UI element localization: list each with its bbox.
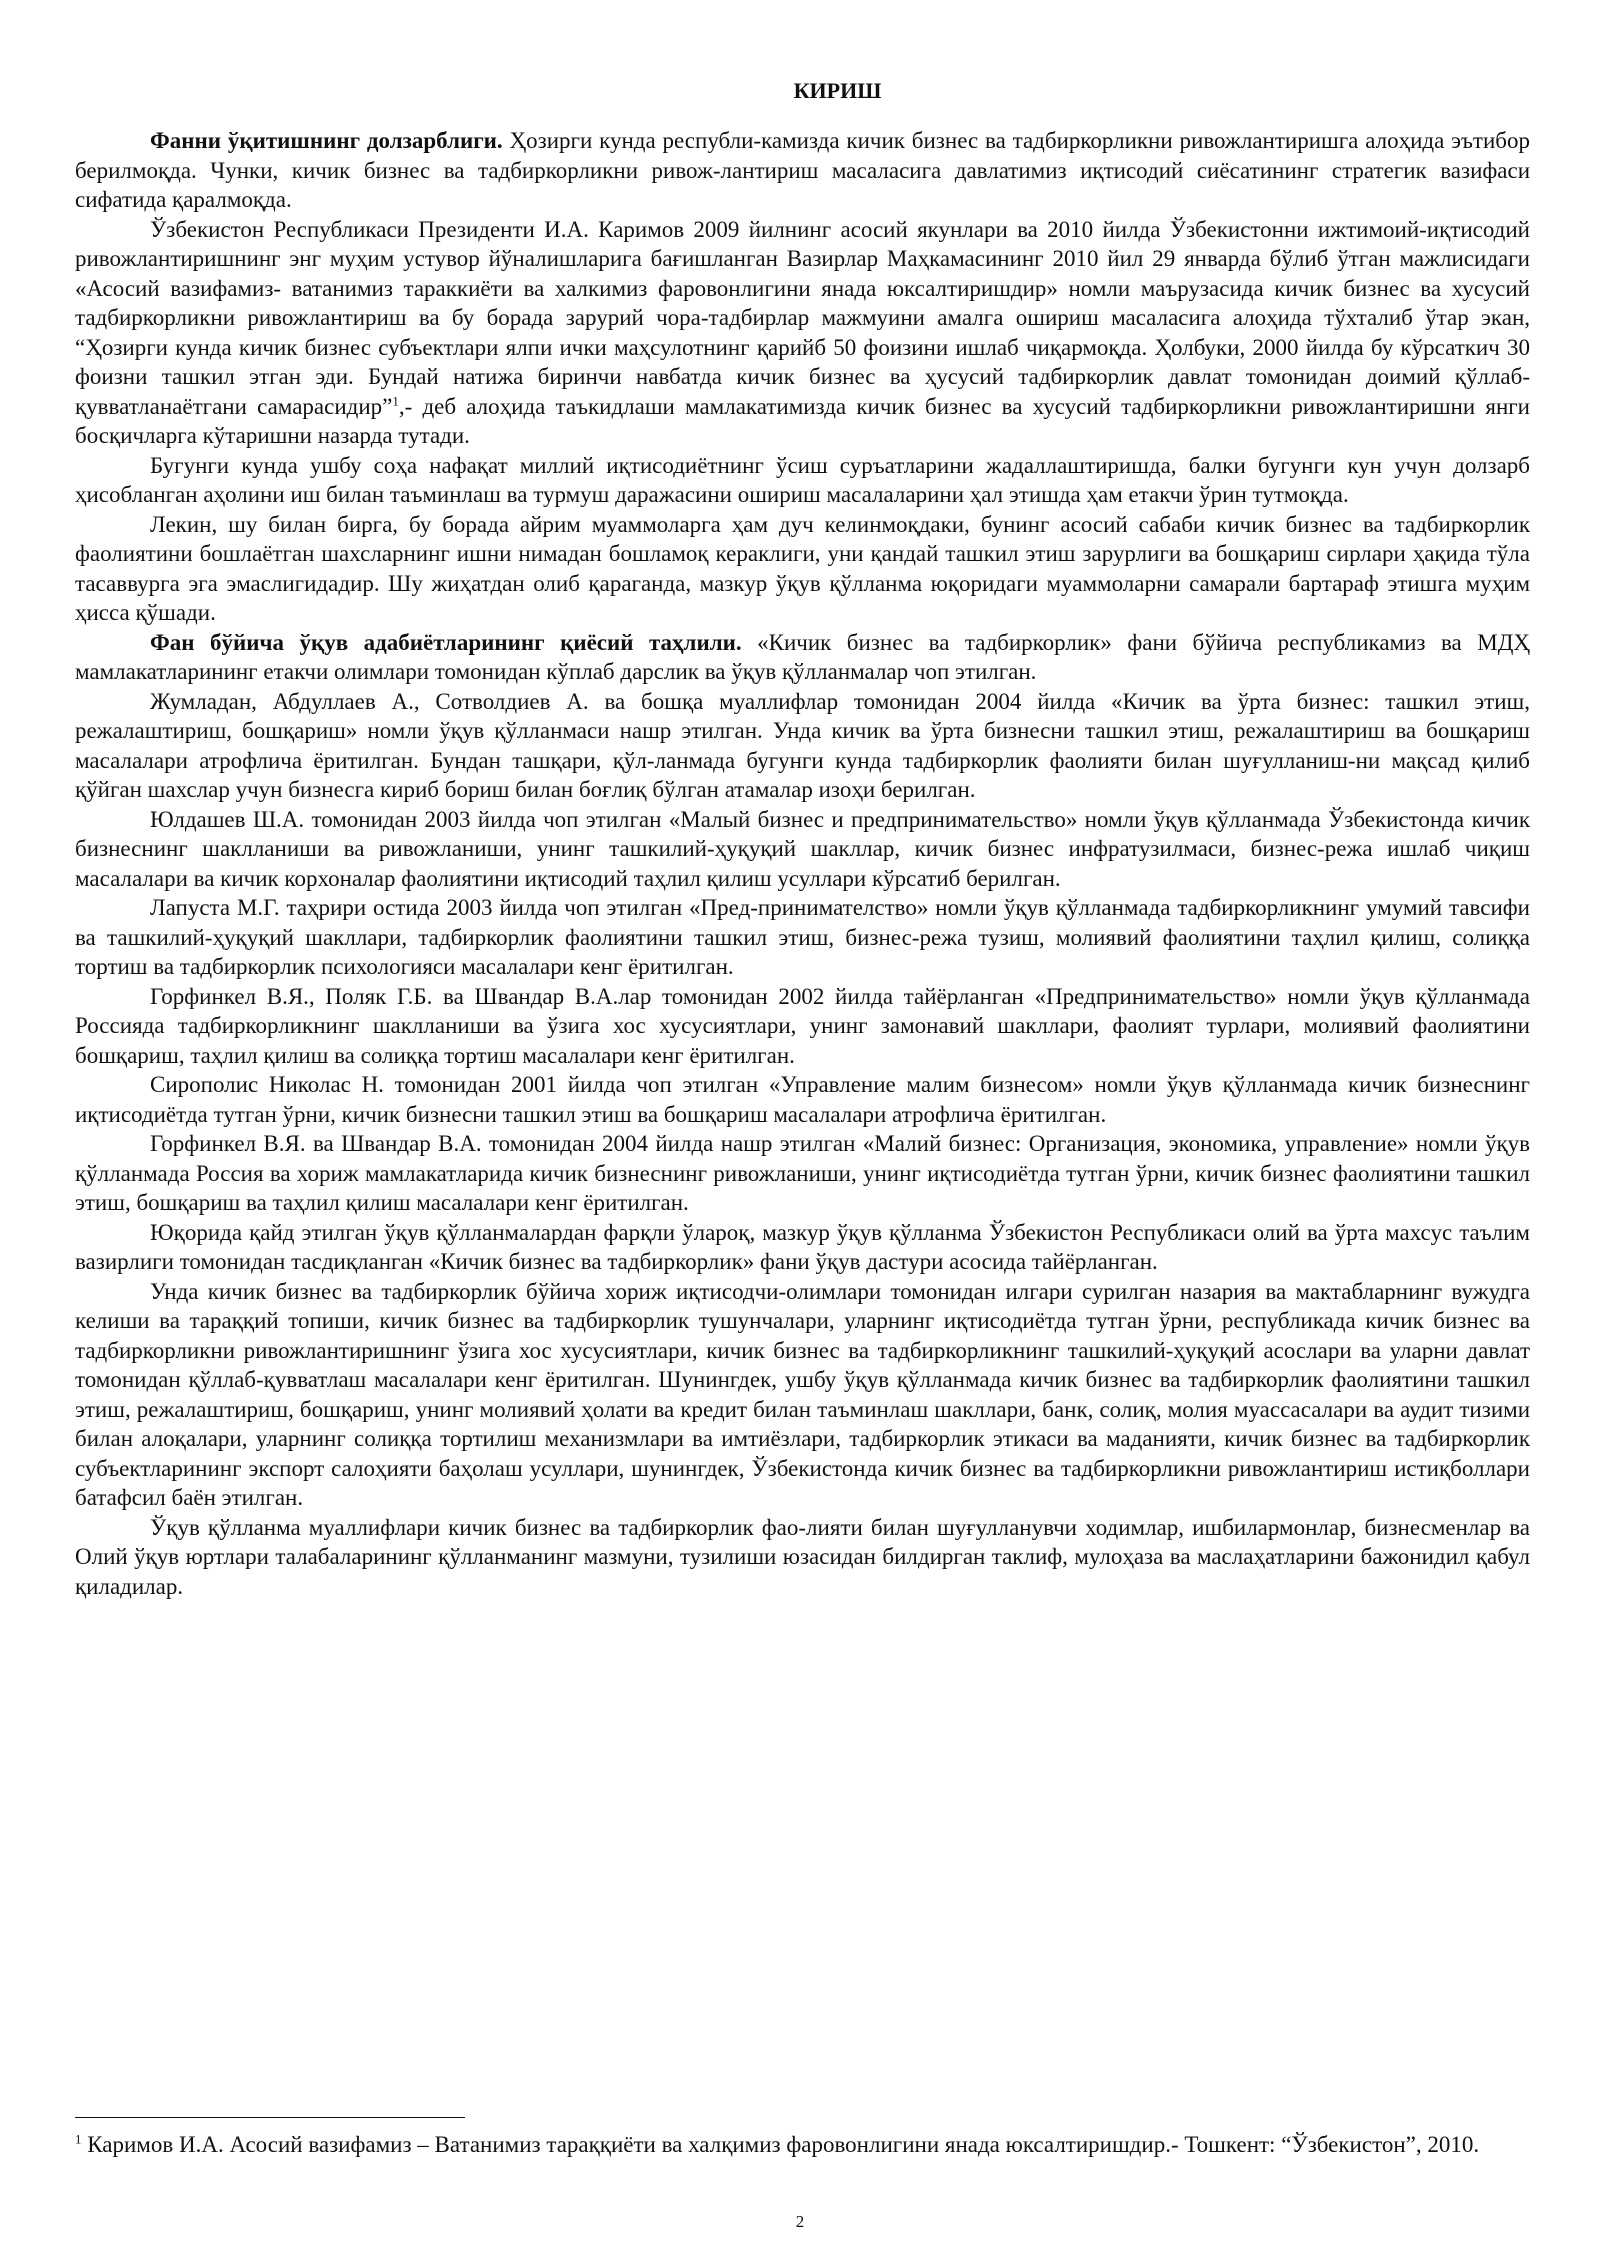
paragraph-heading: Фан бўйича ўқув адабиётларининг қиёсий таҳлили.: [150, 629, 742, 655]
footnote: [75, 2130, 1530, 2160]
paragraph-text: Сирополис Николас Н. томонидан 2001 йилда чоп этилган «Управление малим бизнесом» номли ўқув қўлланмада кичик бизнеснинг иқтисодиётда тутган ўрни, кичик бизнесни ташкил этиш ва бошқариш масалалари атрофлича ёритилган.: [75, 1072, 1530, 1127]
paragraph: [75, 1218, 1530, 1277]
page-number: 2: [795, 2212, 805, 2231]
paragraph: [75, 805, 1530, 894]
paragraph: [75, 1277, 1530, 1513]
paragraph-text: Юлдашев Ш.А. томонидан 2003 йилда чоп этилган «Малый бизнес и предпринимательство» номли ўқув қўлланмада Ўзбекистонда кичик бизнеснинг шаклланиши ва ривожланиши, унинг ташкилий-ҳуқуқий шакллар, кичик бизнес инфратузилмаси, бизнес-режа ишлаб чиқиш масалалари ва кичик корхоналар фаолиятини иқтисодий таҳлил қилиш усуллари кўрсатиб берилган.: [75, 806, 1530, 891]
paragraph: [75, 982, 1530, 1071]
footnote-marker: 1: [75, 2131, 82, 2147]
footnote-separator: [75, 2117, 465, 2118]
paragraph: [75, 451, 1530, 510]
paragraph-text: Ўзбекистон Республикаси Президенти И.А. Каримов 2009 йилнинг асосий якунлари ва 2010 йилда Ўзбекистонни ижтимоий-иқтисодий ривожлантиришнинг энг муҳим устувор йўналишларига бағишланган Вазирлар Маҳкамасининг 2010 йил 29 январда бўлиб ўтган мажлисидаги «Асосий вазифамиз- ватанимиз тараккиёти ва халкимиз фаровонлигини янада юксалтиришдир» номли маърузасида кичик бизнес ва хусусий тадбиркорликни ривожлантириш ва бу борада зарурий чора-тадбирлар мажмуини амалга ошириш масаласига алоҳида тўхталиб ўтар экан, “Ҳозирги кунда кичик бизнес субъектлари ялпи ички маҳсулотнинг қарийб 50 фоизини ишлаб чиқармоқда. Ҳолбуки, 2000 йилда бу кўрсаткич 30 фоизни ташкил этган эди. Бундай натижа биринчи навбатда кичик бизнес ва ҳусусий тадбиркорлик давлат томонидан доимий қўллаб-қувватланаётгани самарасидир”: [75, 216, 1530, 419]
paragraph-text: ,- деб алоҳида таъкидлаши мамлакатимизда кичик бизнес ва хусусий тадбиркорликни ривожлантиришни янги босқичларга кўтаришни назарда тутади.: [75, 393, 1530, 448]
paragraph-text: Жумладан, Абдуллаев А., Сотволдиев А. ва бошқа муаллифлар томонидан 2004 йилда «Кичик ва ўрта бизнес: ташкил этиш, режалаштириш, бошқариш» номли ўқув қўлланмаси нашр этилган. Унда кичик ва ўрта бизнесни ташкил этиш, режалаштириш ва бошқариш масалалари атрофлича ёритилган. Бундан ташқари, қўл-ланмада бугунги кунда тадбиркорлик фаолияти билан шуғулланиш-ни мақсад қилиб қўйган шахслар учун бизнесга кириб бориш билан боғлиқ бўлган атамалар изоҳи берилган.: [75, 688, 1530, 802]
paragraph-text: Лапуста М.Г. таҳрири остида 2003 йилда чоп этилган «Пред-принимателство» номли ўқув қўлланмада тадбиркорликнинг умумий тавсифи ва ташкилий-ҳуқуқий шакллари, тадбиркорлик фаолиятини ташкил этиш, бизнес-режа тузиш, молиявий фаолиятини таҳлил қилиш, солиққа тортиш ва тадбиркорлик психологияси масалалари кенг ёритилган.: [75, 895, 1530, 979]
paragraph-heading: Фанни ўқитишнинг долзарблиги.: [150, 128, 503, 153]
paragraph: [75, 628, 1530, 687]
paragraph: [75, 215, 1530, 451]
paragraph-text: Горфинкел В.Я., Поляк Г.Б. ва Швандар В.А.лар томонидан 2002 йилда тайёрланган «Предпринимательство» номли ўқув қўлланмада Россияда тадбиркорликнинг шаклланиши ва ўзига хос хусусиятлари, унинг замонавий шакллари, фаолият турлари, молиявий фаолиятини бошқариш, таҳлил қилиш ва солиққа тортиш масалалари кенг ёритилган.: [75, 983, 1530, 1068]
footnote-reference[interactable]: 1: [392, 392, 399, 408]
paragraph: [75, 510, 1530, 628]
paragraph-text: Ўқув қўлланма муаллифлари кичик бизнес ва тадбиркорлик фао-лияти билан шуғулланувчи ходимлар, ишбилармонлар, бизнесменлар ва Олий ўқув юртлари талабаларининг қўлланманинг мазмуни, тузилиши юзасидан билдирган таклиф, мулоҳаза ва маслаҳатларини бажонидил қабул қиладилар.: [75, 1514, 1530, 1599]
page-title: КИРИШ: [793, 78, 882, 103]
paragraph-text: Лекин, шу билан бирга, бу борада айрим муаммоларга ҳам дуч келинмоқдаки, бунинг асосий сабаби кичик бизнес ва тадбиркорлик фаолиятини бошлаётган шахсларнинг ишни нимадан бошламоқ кераклиги, уни қандай ташкил этиш зарурлиги ва бошқариш сирлари ҳақида тўла тасаввурга эга эмаслигидадир. Шу жиҳатдан олиб қараганда, мазкур ўқув қўлланма юқоридаги муаммоларни самарали бартараф этишга муҳим ҳисса қўшади.: [75, 511, 1530, 625]
paragraph-text: Ҳозирги кунда республи-камизда кичик бизнес ва тадбиркорликни ривожлантиришга алоҳида эътибор берилмоқда. Чунки, кичик бизнес ва тадбиркорликни ривож-лантириш масаласига давлатимиз иқтисодий сиёсатининг стратегик вазифаси сифатида қаралмоқда.: [75, 128, 1530, 212]
paragraph-text: «Кичик бизнес ва тадбиркорлик» фани бўйича республикамиз ва МДҲ мамлакатларининг етакчи олимлари томонидан кўплаб дарслик ва ўқув қўлланмалар чоп этилган.: [75, 629, 1531, 684]
paragraph: [75, 893, 1530, 982]
paragraph: [75, 687, 1530, 805]
paragraph-text: Горфинкел В.Я. ва Швандар В.А. томонидан 2004 йилда нашр этилган «Малий бизнес: Организация, экономика, управление» номли ўқув қўлланмада Россия ва хориж мамлакатларида кичик бизнеснинг ривожланиши, унинг иқтисодиётда тутган ўрни, кичик бизнес фаолиятини ташкил этиш, бошқариш ва таҳлил қилиш масалалари кенг ёритилган.: [75, 1131, 1530, 1215]
paragraph-text: Унда кичик бизнес ва тадбиркорлик бўйича хориж иқтисодчи-олимлари томонидан илгари сурилган назария ва мактабларнинг вужудга келиши ва тараққий топиши, кичик бизнес ва тадбиркорлик тушунчалари, уларнинг иқтисодиётда тутган ўрни, республикада кичик бизнес ва тадбиркорликни ривожлантиришнинг ўзига хос хусусиятлари, кичик бизнес ва тадбиркорликнинг ташкилий-ҳуқуқий асослари ва уларни давлат томонидан қўллаб-қувватлаш масалалари кенг ёритилган. Шунингдек, ушбу ўқув қўлланмада кичик бизнес ва тадбиркорлик фаолиятини ташкил этиш, режалаштириш, бошқариш, унинг молиявий ҳолати ва кредит билан таъминлаш шакллари, банк, солиқ, молия муассасалари ва аудит тизими билан алоқалари, уларнинг солиққа тортилиш механизмлари ва имтиёзлари, тадбиркорлик этикаси ва маданияти, кичик бизнес ва тадбиркорлик субъектларининг экспорт салоҳияти баҳолаш усуллари, шунингдек, Ўзбекистонда кичик бизнес ва тадбиркорликни ривожлантириш истиқболлари батафсил баён этилган.: [75, 1278, 1530, 1510]
paragraph-text: Бугунги кунда ушбу соҳа нафақат миллий иқтисодиётнинг ўсиш суръатларини жадаллаштиришда, балки бугунги кун учун долзарб ҳисобланган аҳолини иш билан таъминлаш ва турмуш даражасини ошириш масалаларини ҳал этишда ҳам етакчи ўрин тутмоқда.: [75, 452, 1530, 507]
paragraph: [75, 1070, 1530, 1129]
paragraph: [75, 1129, 1530, 1218]
paragraph: [75, 126, 1530, 215]
footnote-text: Каримов И.А. Асосий вазифамиз – Ватанимиз тараққиёти ва халқимиз фаровонлигини янада юксалтиришдир.- Тошкент: “Ўзбекистон”, 2010.: [81, 2132, 1480, 2157]
paragraph: [75, 1513, 1530, 1602]
paragraph-text: Юқорида қайд этилган ўқув қўлланмалардан фарқли ўлароқ, мазкур ўқув қўлланма Ўзбекистон Республикаси олий ва ўрта махсус таълим вазирлиги томонидан тасдиқланган «Кичик бизнес ва тадбиркорлик» фани ўқув дастури асосида тайёрланган.: [75, 1219, 1530, 1274]
page-body: [75, 78, 1530, 1601]
